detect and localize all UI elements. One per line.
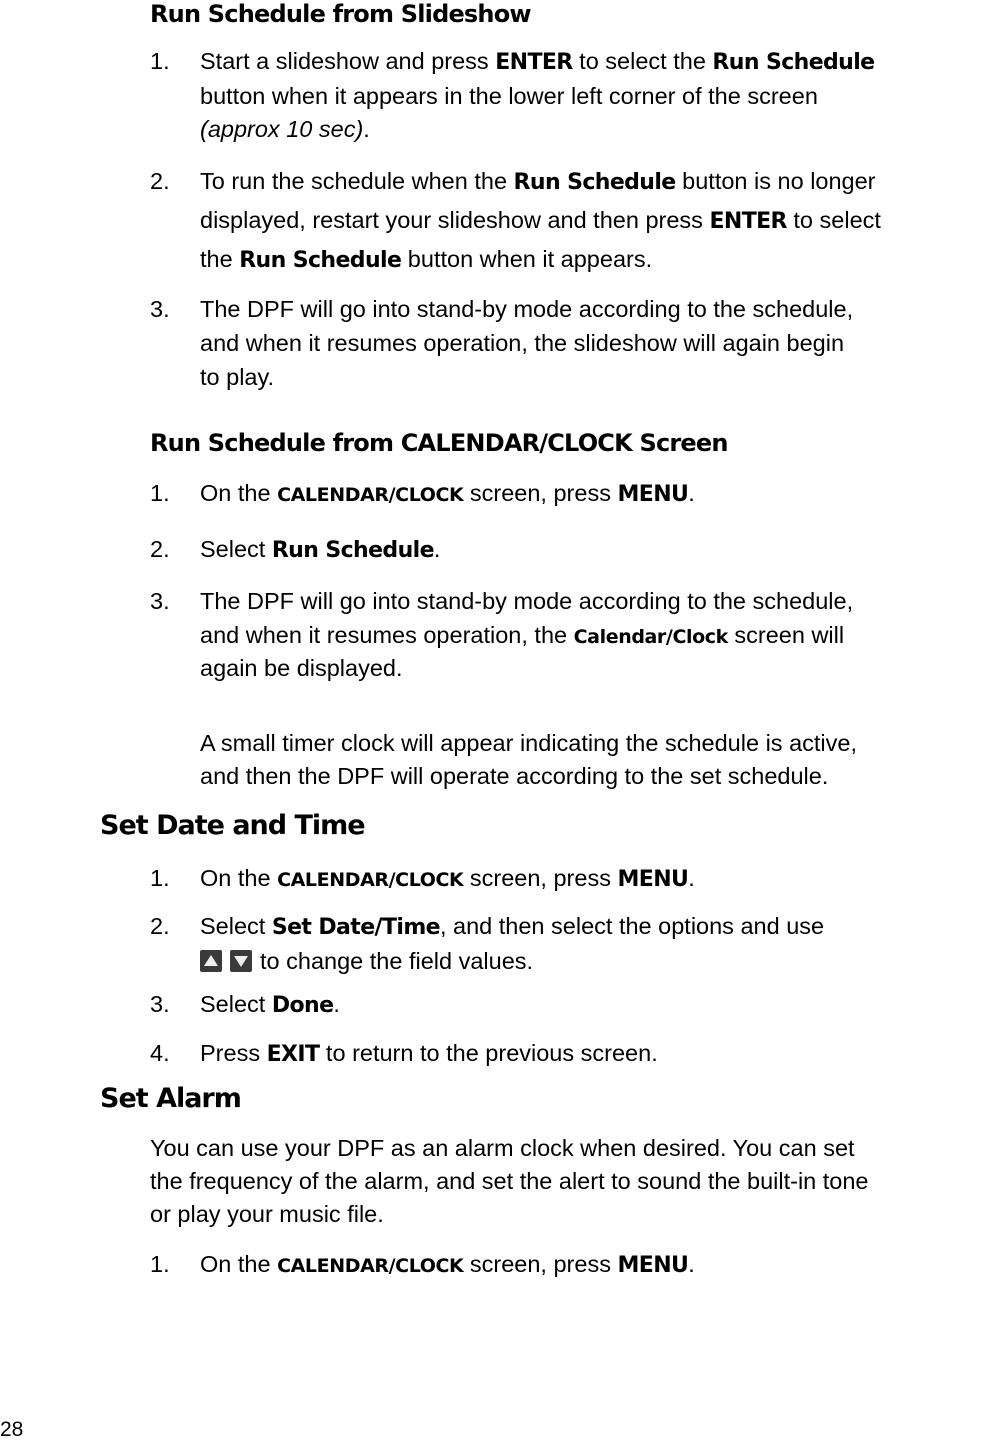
step-text: again be displayed. — [200, 655, 403, 681]
step-text: On the CALENDAR/CLOCK screen, press MENU. — [200, 1251, 695, 1278]
step-text: To run the schedule when the Run Schedule button is no longer — [200, 168, 876, 195]
step-number: 1. — [150, 48, 170, 74]
step-number: 3. — [150, 991, 170, 1017]
step-text: On the CALENDAR/CLOCK screen, press MENU. — [200, 480, 695, 507]
step-number: 4. — [150, 1040, 170, 1066]
heading-run-schedule-slideshow: Run Schedule from Slideshow — [150, 0, 531, 28]
intro-text: or play your music file. — [150, 1201, 384, 1227]
intro-text: the frequency of the alarm, and set the alert to sound the built-in tone — [150, 1168, 869, 1194]
up-arrow-icon — [200, 950, 222, 972]
step-number: 2. — [150, 913, 170, 939]
step-text: Press EXIT to return to the previous screen. — [200, 1040, 658, 1067]
step-text: Select Done. — [200, 991, 340, 1018]
step-text: The DPF will go into stand-by mode according to the schedule, — [200, 588, 854, 614]
step-text: The DPF will go into stand-by mode according to the schedule, — [200, 296, 854, 322]
down-arrow-icon — [230, 950, 252, 972]
step-text: (approx 10 sec). — [200, 116, 370, 142]
step-number: 3. — [150, 296, 170, 322]
step-text: and when it resumes operation, the slideshow will again begin — [200, 330, 845, 356]
step-text: Select Set Date/Time, and then select the options and use — [200, 913, 825, 940]
page-number: 28 — [0, 1418, 24, 1441]
step-number: 3. — [150, 588, 170, 614]
note-text: and then the DPF will operate according to the set schedule. — [200, 763, 829, 789]
step-text: and when it resumes operation, the Calendar/Clock screen will — [200, 622, 845, 648]
step-number: 2. — [150, 168, 170, 194]
step-text: displayed, restart your slideshow and then press ENTER to select — [200, 207, 881, 234]
step-text: the Run Schedule button when it appears. — [200, 246, 653, 273]
step-number: 1. — [150, 865, 170, 891]
heading-run-schedule-calendar-clock: Run Schedule from CALENDAR/CLOCK Screen — [150, 429, 728, 457]
intro-text: You can use your DPF as an alarm clock when desired. You can set — [150, 1135, 855, 1161]
step-text: On the CALENDAR/CLOCK screen, press MENU. — [200, 865, 695, 892]
note-text: A small timer clock will appear indicating the schedule is active, — [200, 730, 857, 756]
step-number: 1. — [150, 480, 170, 506]
step-number: 1. — [150, 1251, 170, 1277]
step-text: to change the field values. — [200, 945, 533, 978]
step-text: Select Run Schedule. — [200, 536, 441, 563]
step-text: Start a slideshow and press ENTER to select the Run Schedule — [200, 48, 875, 75]
heading-set-alarm: Set Alarm — [100, 1083, 241, 1114]
heading-set-date-time: Set Date and Time — [100, 810, 365, 841]
step-number: 2. — [150, 536, 170, 562]
step-text: to play. — [200, 364, 275, 390]
step-text: button when it appears in the lower left corner of the screen — [200, 83, 818, 109]
